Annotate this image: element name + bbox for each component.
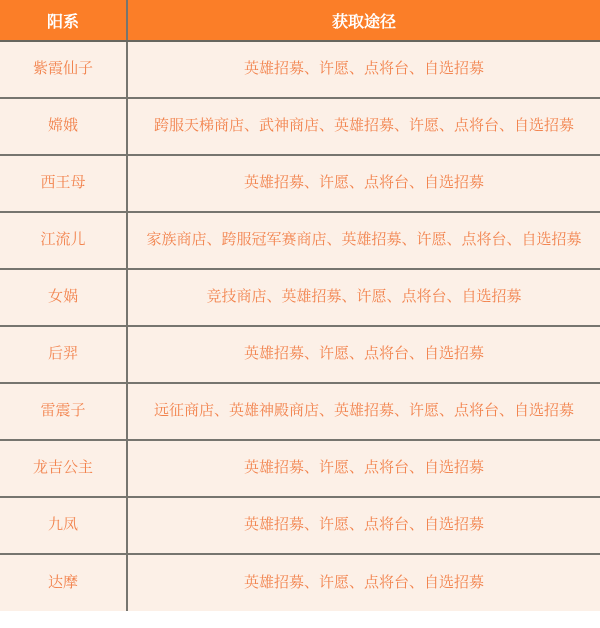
hero-sources-cell: 竞技商店、英雄招募、许愿、点将台、自选招募 xyxy=(127,269,600,326)
table-body xyxy=(0,41,600,611)
header-row xyxy=(0,0,600,41)
table-row xyxy=(0,326,600,383)
table-header xyxy=(0,0,600,41)
table-row xyxy=(0,155,600,212)
table-row xyxy=(0,269,600,326)
hero-name-cell: 西王母 xyxy=(0,155,127,212)
table-row xyxy=(0,41,600,98)
hero-sources-cell: 英雄招募、许愿、点将台、自选招募 xyxy=(127,440,600,497)
hero-sources-cell: 英雄招募、许愿、点将台、自选招募 xyxy=(127,155,600,212)
hero-sources-cell: 家族商店、跨服冠军赛商店、英雄招募、许愿、点将台、自选招募 xyxy=(127,212,600,269)
table-row xyxy=(0,383,600,440)
hero-sources-cell: 英雄招募、许愿、点将台、自选招募 xyxy=(127,554,600,611)
hero-sources-cell: 远征商店、英雄神殿商店、英雄招募、许愿、点将台、自选招募 xyxy=(127,383,600,440)
hero-name-cell: 九凤 xyxy=(0,497,127,554)
hero-name-cell: 女娲 xyxy=(0,269,127,326)
table-row xyxy=(0,440,600,497)
hero-sources-cell: 英雄招募、许愿、点将台、自选招募 xyxy=(127,41,600,98)
hero-sources-cell: 英雄招募、许愿、点将台、自选招募 xyxy=(127,326,600,383)
hero-sources-cell: 英雄招募、许愿、点将台、自选招募 xyxy=(127,497,600,554)
column-header-sources: 获取途径 xyxy=(127,0,600,41)
hero-name-cell: 嫦娥 xyxy=(0,98,127,155)
table-row xyxy=(0,554,600,611)
hero-name-cell: 后羿 xyxy=(0,326,127,383)
hero-name-cell: 达摩 xyxy=(0,554,127,611)
hero-name-cell: 雷震子 xyxy=(0,383,127,440)
table-row xyxy=(0,98,600,155)
table-row xyxy=(0,212,600,269)
hero-name-cell: 江流儿 xyxy=(0,212,127,269)
hero-name-cell: 紫霞仙子 xyxy=(0,41,127,98)
hero-sources-cell: 跨服天梯商店、武神商店、英雄招募、许愿、点将台、自选招募 xyxy=(127,98,600,155)
column-header-faction: 阳系 xyxy=(0,0,127,41)
hero-name-cell: 龙吉公主 xyxy=(0,440,127,497)
table-row xyxy=(0,497,600,554)
